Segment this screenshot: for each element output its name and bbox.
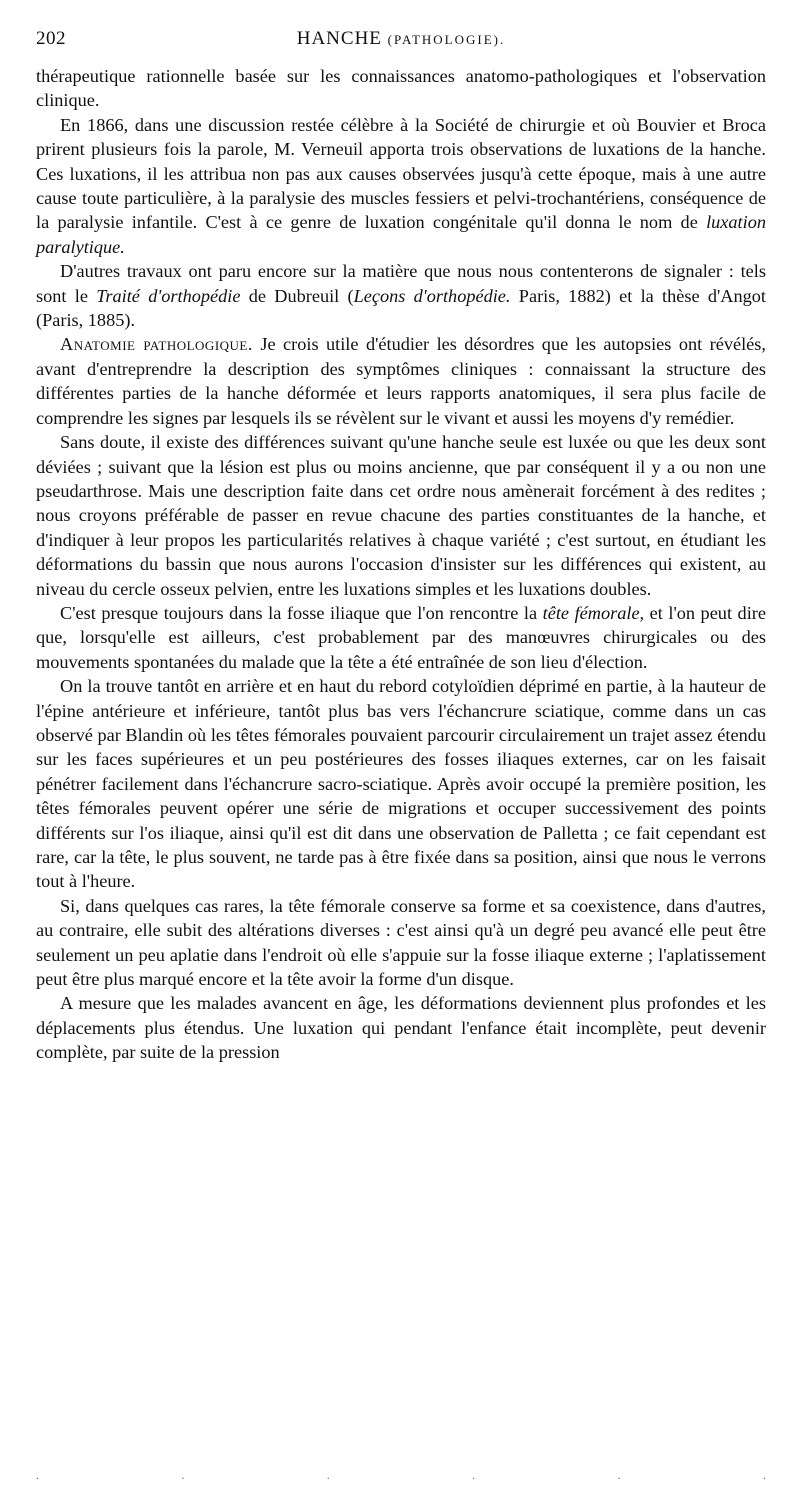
running-head bbox=[36, 28, 766, 50]
paragraph-3-emphasis-1: Traité d'orthopédie bbox=[96, 285, 241, 306]
paragraph-3-text-b: de Dubreuil ( bbox=[248, 285, 354, 306]
paragraph-3 bbox=[36, 259, 766, 332]
section-heading: Anatomie pathologique. bbox=[60, 334, 253, 355]
paragraph-7-text: On la trouve tantôt en arrière et en haut du rebord cotyloïdien déprimé en partie, à la hauteur de l'épine antérieure et inférieure, tantôt plus bas vers l'échancrure sciatique, comme dans un cas observé par Blandin où les têtes fémorales pouvaient parcourir circulairement un trajet assez étendu sur les faces supérieures et un peu postérieures des fosses iliaques externes, car on les faisait pénétrer facilement dans l'échancrure sacro-sciatique. Après avoir occupé la première position, les têtes fémorales peuvent opérer une série de migrations et occuper successivement des points différents sur l'os iliaque, ainsi qu'il est dit dans une observation de Palletta ; ce fait cependant est rare, car la tête, le plus souvent, ne tarde pas à être fixée dans sa position, ainsi que nous le verrons tout à l'heure. bbox=[36, 676, 766, 892]
paragraph-5 bbox=[36, 430, 766, 601]
paragraph-5-text: Sans doute, il existe des différences suivant qu'une hanche seule est luxée ou que les deux sont déviées ; suivant que la lésion est plus ou moins ancienne, que par conséquent il y a ou non une pseudarthrose. Mais une description faite dans cet ordre nous amènerait forcément à des redites ; nous croyons préférable de passer en revue chacune des parties constituantes de la hanche, et d'indiquer à leur propos les particularités relatives à chaque variété ; c'est surtout, en étudiant les déformations du bassin que nous aurons l'occasion d'insister sur les différences qui existent, au niveau du cercle osseux pelvien, entre les luxations simples et les luxations doubles. bbox=[36, 432, 766, 599]
page-header bbox=[36, 28, 766, 54]
body-text bbox=[36, 64, 766, 1065]
paragraph-3-text-c: Paris, 1882) et la thèse d'Angot (Paris, 1885). bbox=[36, 285, 767, 331]
paragraph-2-emphasis: luxation paralytique. bbox=[36, 212, 766, 257]
paragraph-6-text-b: et l'on peut dire que, lorsqu'elle est ailleurs, c'est probablement par des manœuvres chirurgicales ou des mouvements spontanées du malade que la tête a été entraînée de son lieu d'élection. bbox=[36, 602, 766, 672]
document-page bbox=[36, 28, 766, 1065]
footer-dot: . bbox=[762, 1468, 766, 1482]
paragraph-8 bbox=[36, 894, 766, 992]
paragraph-9-text: A mesure que les malades avancent en âge, les déformations deviennent plus profondes et les déplacements plus étendus. Une luxation qui pendant l'enfance était incomplète, peut devenir complète, par suite de la pression bbox=[36, 993, 766, 1063]
paragraph-6 bbox=[36, 601, 766, 674]
footer-dot: . bbox=[617, 1468, 621, 1482]
paragraph-2 bbox=[36, 113, 766, 259]
paragraph-9 bbox=[36, 991, 766, 1064]
footer-dots bbox=[36, 1468, 766, 1483]
page-number: 202 bbox=[36, 28, 66, 49]
paragraph-3-emphasis-2: Leçons d'orthopédie. bbox=[353, 285, 511, 306]
paragraph-1 bbox=[36, 64, 766, 113]
paragraph-7 bbox=[36, 674, 766, 894]
paragraph-8-text: Si, dans quelques cas rares, la tête fémorale conserve sa forme et sa coexistence, dans d'autres, au contraire, elle subit des altérations diverses : c'est ainsi qu'à un degré peu avancé elle peut être seulement un peu aplatie dans l'endroit où elle s'appuie sur la fosse iliaque externe ; l'aplatissement peut être plus marqué encore et la tête avoir la forme d'un disque. bbox=[36, 895, 766, 990]
footer-dot: . bbox=[472, 1468, 476, 1482]
paragraph-6-emphasis: tête fémorale, bbox=[542, 602, 645, 623]
paragraph-4 bbox=[36, 332, 766, 430]
paragraph-3-text-a: D'autres travaux ont paru encore sur la matière que nous nous contenterons de signaler : tels sont le bbox=[36, 261, 766, 306]
paragraph-1-text: thérapeutique rationnelle basée sur les connaissances anatomo-pathologiques et l'observation clinique. bbox=[36, 66, 766, 111]
paragraph-6-text-a: C'est presque toujours dans la fosse iliaque que l'on rencontre la bbox=[60, 602, 538, 623]
footer-dot: . bbox=[181, 1468, 185, 1482]
running-head-title: HANCHE bbox=[296, 28, 382, 49]
paragraph-4-text: Je crois utile d'étudier les désordres que les autopsies ont révélés, avant d'entreprendre la description des symptômes cliniques : connaissant la structure des différentes parties de la hanche déformée et leurs rapports anatomiques, il sera plus facile de comprendre les signes par lesquels ils se révèlent sur le vivant et aussi les moyens d'y remédier. bbox=[36, 334, 766, 428]
running-head-subtitle: (PATHOLOGIE). bbox=[387, 32, 506, 47]
paragraph-2-text: En 1866, dans une discussion restée célèbre à la Société de chirurgie et où Bouvier et Broca prirent plusieurs fois la parole, M. Verneuil apporta trois observations de luxations de la hanche. Ces luxations, il les attribua non pas aux causes observées jusqu'à cette époque, mais à une autre cause toute particulière, à la paralysie des muscles fessiers et pelvi-trochantériens, conséquence de la paralysie infantile. C'est à ce genre de luxation congénitale qu'il donna le nom de bbox=[36, 114, 766, 233]
footer-dot: . bbox=[326, 1468, 330, 1482]
footer-dot: . bbox=[36, 1468, 39, 1482]
